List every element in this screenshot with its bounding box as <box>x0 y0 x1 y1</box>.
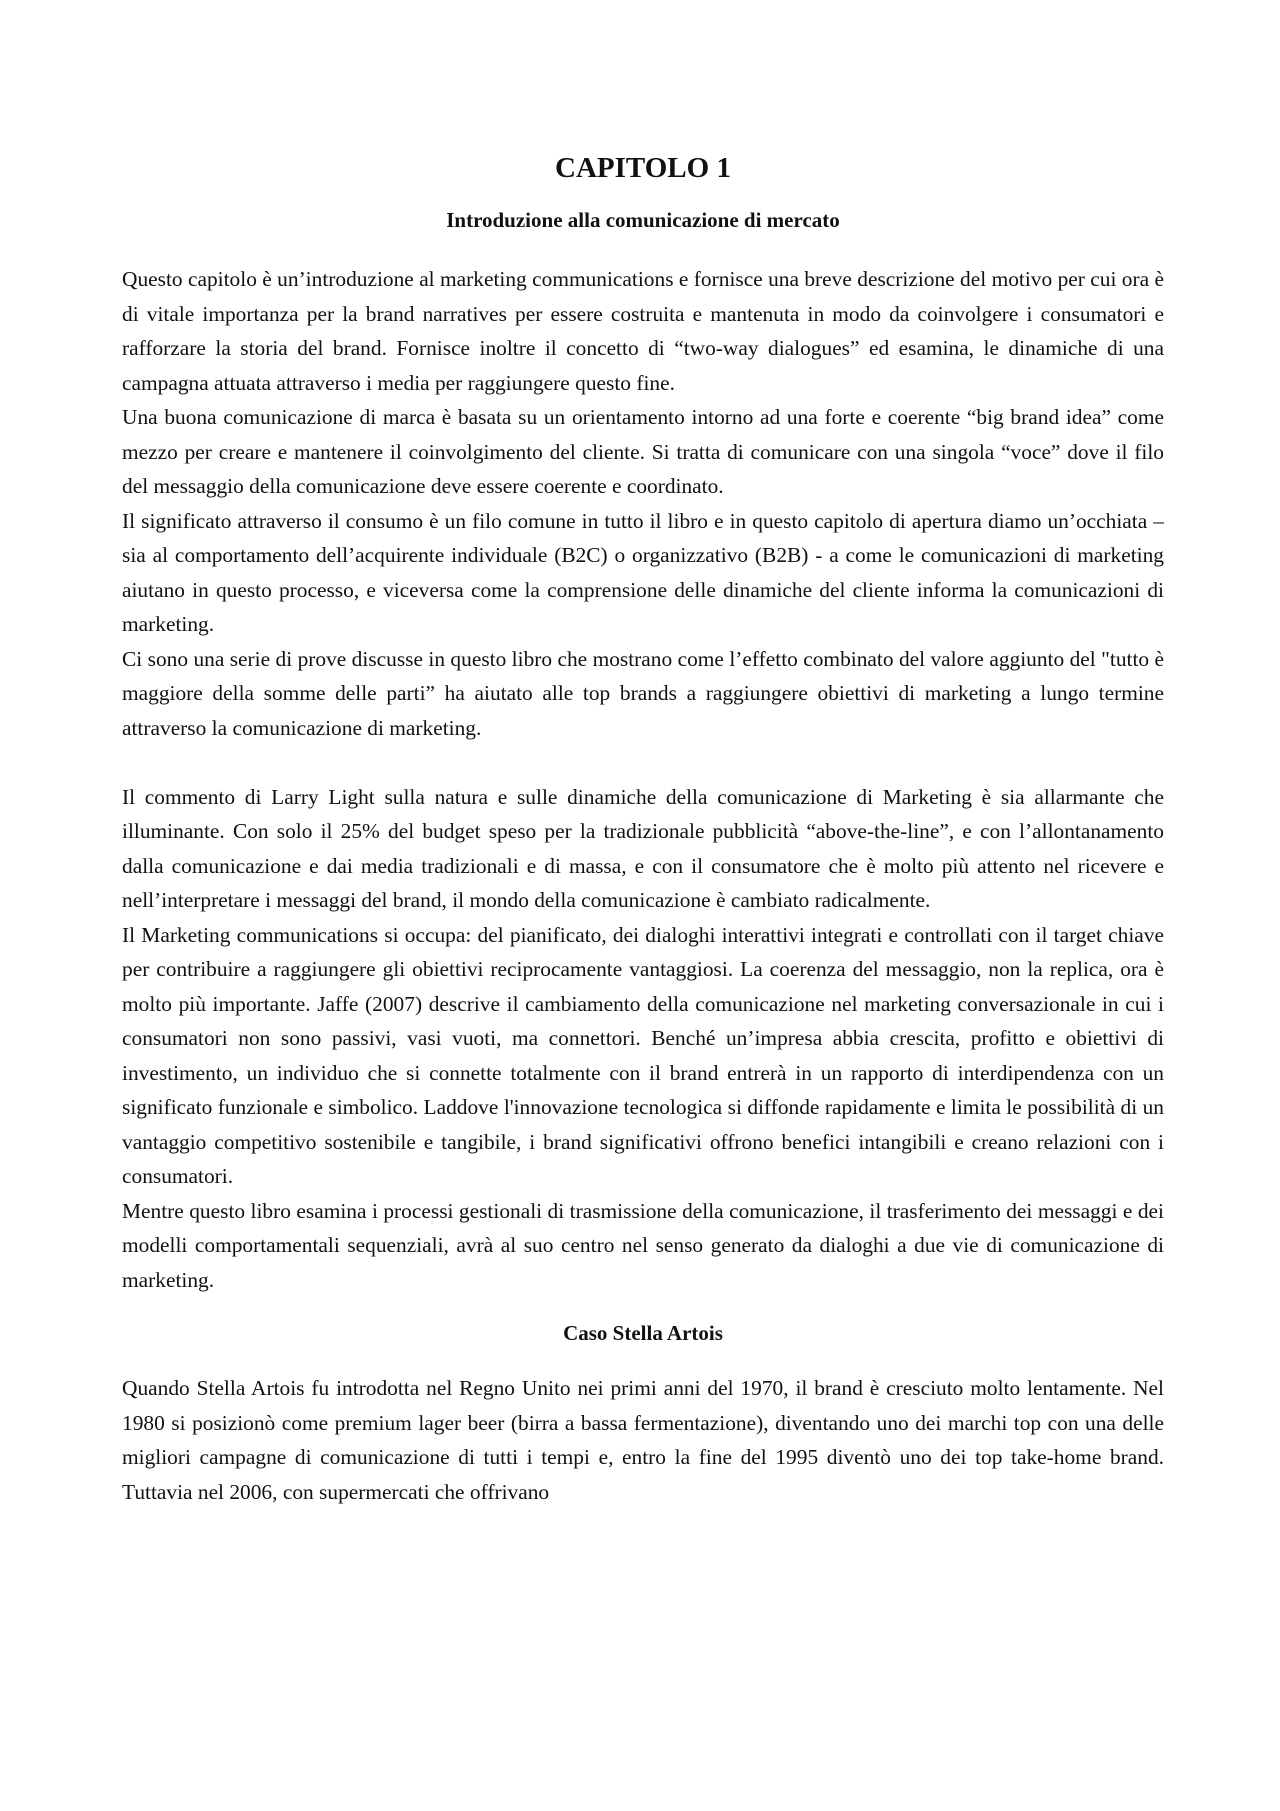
case-study-title: Caso Stella Artois <box>563 1321 723 1345</box>
paragraph: Una buona comunicazione di marca è basata su un orientamento intorno ad una forte e coerente “big brand idea” come mezzo per creare e mantenere il coinvolgimento del cliente. Si tratta di comunicare con una singola “voce” dove il filo del messaggio della comunicazione deve essere coerente e coordinato. <box>122 405 1164 498</box>
paragraph: Il significato attraverso il consumo è un filo comune in tutto il libro e in questo capitolo di apertura diamo un’occhiata – sia al comportamento dell’acquirente individuale (B2C) o organizzativo (B2B) - a come le comunicazioni di marketing aiutano in questo processo, e viceversa come la comprensione delle dinamiche del cliente informa la comunicazioni di marketing. <box>122 508 1164 636</box>
paragraph: Il Marketing communications si occupa: del pianificato, dei dialoghi interattivi integrati e controllati con il target chiave per contribuire a raggiungere gli obiettivi reciprocamente vantaggiosi. La coerenza del messaggio, non la replica, ora è molto più importante. Jaffe (2007) descrive il cambiamento della comunicazione nel marketing conversazionale in cui i consumatori non sono passivi, vasi vuoti, ma connettori. Benché un’impresa abbia crescita, profitto e obiettivi di investimento, un individuo che si connette totalmente con il brand entrerà in un rapporto di interdipendenza con un significato funzionale e simbolico. Laddove l'innovazione tecnologica si diffonde rapidamente e limita le possibilità di un vantaggio competitivo sostenibile e tangibile, i brand significativi offrono benefici intangibili e creano relazioni con i consumatori. <box>122 922 1164 1188</box>
chapter-title: CAPITOLO 1 <box>555 152 731 184</box>
paragraph: Mentre questo libro esamina i processi gestionali di trasmissione della comunicazione, il trasferimento dei messaggi e dei modelli comportamentali sequenziali, avrà al suo centro nel senso generato da dialoghi a due vie di comunicazione di marketing. <box>122 1198 1164 1292</box>
page-content <box>122 150 1164 1509</box>
paragraph: Questo capitolo è un’introduzione al marketing communications e fornisce una breve descrizione del motivo per cui ora è di vitale importanza per la brand narratives per essere costruita e mantenuta in modo da coinvolgere i consumatori e rafforzare la storia del brand. Fornisce inoltre il concetto di “two-way dialogues” ed esamina, le dinamiche di una campagna attuata attraverso i media per raggiungere questo fine. <box>122 267 1164 395</box>
paragraph: Il commento di Larry Light sulla natura e sulle dinamiche della comunicazione di Marketing è sia allarmante che illuminante. Con solo il 25% del budget speso per la tradizionale pubblicità “above-the-line”, e con l’allontanamento dalla comunicazione e dai media tradizionali e di massa, e con il consumatore che è molto più attento nel ricevere e nell’interpretare i messaggi del brand, il mondo della comunicazione è cambiato radicalmente. <box>122 784 1164 912</box>
case-study-paragraph: Quando Stella Artois fu introdotta nel Regno Unito nei primi anni del 1970, il brand è cresciuto molto lentamente. Nel 1980 si posizionò come premium lager beer (birra a bassa fermentazione), diventando uno dei marchi top con una delle migliori campagne di comunicazione di tutti i tempi e, entro la fine del 1995 diventò uno dei top take-home brand. Tuttavia nel 2006, con supermercati che offrivano <box>122 1376 1164 1504</box>
paragraph: Ci sono una serie di prove discusse in questo libro che mostrano come l’effetto combinato del valore aggiunto del "tutto è maggiore della somme delle parti” ha aiutato alle top brands a raggiungere obiettivi di marketing a lungo termine attraverso la comunicazione di marketing. <box>122 646 1164 740</box>
chapter-subtitle: Introduzione alla comunicazione di mercato <box>446 208 840 232</box>
